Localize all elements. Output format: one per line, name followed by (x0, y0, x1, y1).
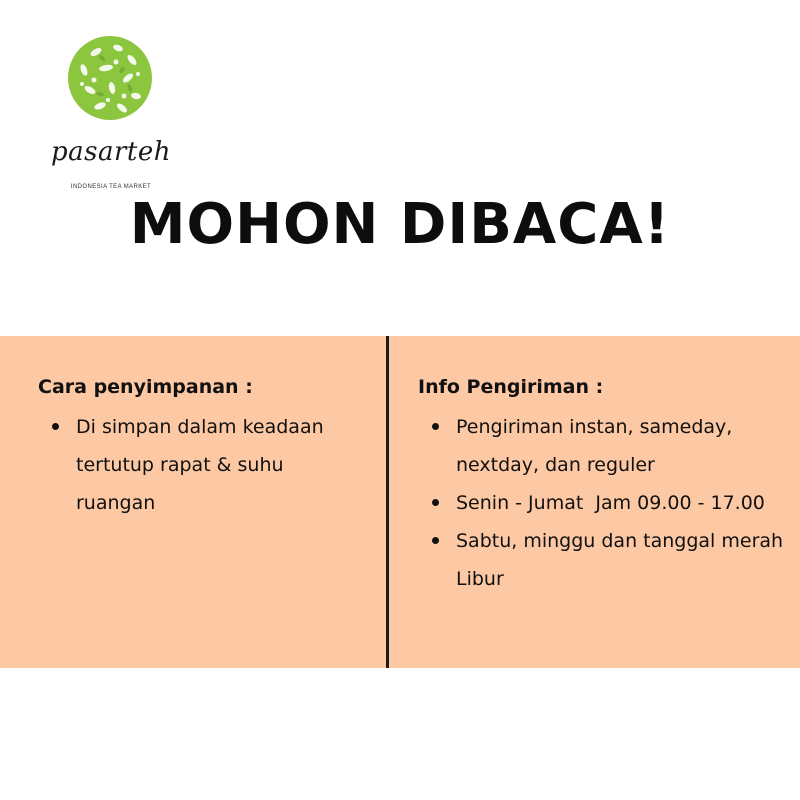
shipping-section (418, 374, 788, 598)
shipping-list (418, 408, 788, 598)
list-item (418, 522, 788, 598)
shipping-title: Info Pengiriman : (418, 376, 604, 398)
bullet-icon (432, 423, 439, 430)
brand-wordmark: pasarteh (51, 137, 171, 167)
brand-tagline: INDONESIA TEA MARKET (70, 184, 152, 190)
shipping-item-text: Pengiriman instan, sameday, nextday, dan reguler (456, 416, 733, 476)
bullet-icon (52, 423, 59, 430)
list-item (38, 408, 368, 522)
column-divider (386, 336, 389, 668)
brand-logo (46, 30, 176, 190)
list-item (418, 408, 788, 484)
shipping-item-text: Senin - Jumat Jam 09.00 - 17.00 (456, 492, 765, 514)
list-item (418, 484, 788, 522)
tea-leaf-circle-icon (66, 34, 154, 122)
page-title: MOHON DIBACA! (129, 192, 671, 257)
storage-title: Cara penyimpanan : (38, 376, 253, 398)
storage-section (38, 374, 368, 522)
shipping-item-text: Sabtu, minggu dan tanggal merah Libur (456, 530, 784, 590)
storage-list (38, 408, 368, 522)
bullet-icon (432, 537, 439, 544)
bullet-icon (432, 499, 439, 506)
info-band (0, 336, 800, 668)
storage-item-text: Di simpan dalam keadaan tertutup rapat & suhu ruangan (76, 416, 324, 514)
